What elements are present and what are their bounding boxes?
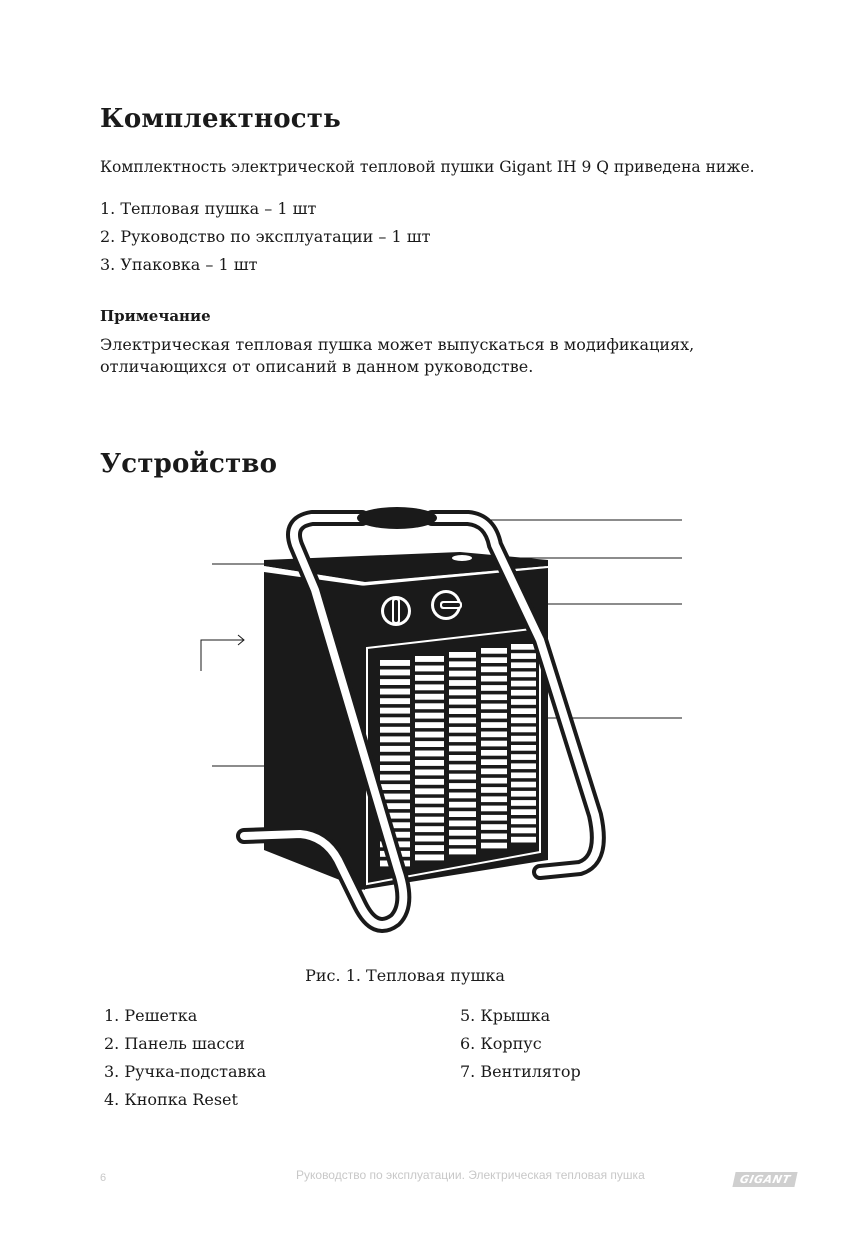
note-text <box>100 334 694 378</box>
grille-slat <box>380 756 410 762</box>
legend-left <box>104 1002 266 1114</box>
grille-slat <box>511 653 536 659</box>
list-item: 7. Вентилятор <box>460 1062 581 1081</box>
grille-slat <box>481 806 507 812</box>
grille-slat <box>415 684 444 690</box>
grille-slat <box>481 824 507 830</box>
grille-slat <box>380 727 410 733</box>
grille-slat <box>415 817 444 823</box>
list-item: 5. Крышка <box>460 1006 551 1025</box>
grille-slat <box>415 779 444 785</box>
grille-slat <box>511 690 536 696</box>
grille-slat <box>449 690 476 696</box>
grille-slat <box>449 661 476 667</box>
grille-slat <box>481 834 507 840</box>
grille-slat <box>449 727 476 733</box>
page-number: 6 <box>100 1172 107 1184</box>
grille-slat <box>415 703 444 709</box>
grille-slat <box>380 689 410 695</box>
grille-slat <box>380 670 410 676</box>
grille-slat <box>481 815 507 821</box>
grille-slat <box>415 732 444 738</box>
grille-slat <box>415 807 444 813</box>
grille-slat <box>380 679 410 685</box>
grille-slat <box>511 773 536 779</box>
handle-grip <box>357 507 437 529</box>
knob-thermostat <box>381 596 411 626</box>
grille-slat <box>511 644 536 650</box>
grille-slat <box>511 819 536 825</box>
grille-slat <box>511 754 536 760</box>
grille-slat <box>481 667 507 673</box>
figure-caption: Рис. 1. Тепловая пушка <box>305 966 505 985</box>
grille-slat <box>511 699 536 705</box>
lid-vent <box>452 555 472 561</box>
grille-slat <box>449 699 476 705</box>
grille-slat <box>415 666 444 672</box>
grille-slat <box>415 836 444 842</box>
grille-slat <box>511 708 536 714</box>
grille-slat <box>511 800 536 806</box>
grille-slat <box>511 662 536 668</box>
grille-slat <box>481 713 507 719</box>
list-item: 1. Тепловая пушка – 1 шт <box>100 199 317 218</box>
grille-slat <box>481 704 507 710</box>
grille-slat <box>449 764 476 770</box>
grille-slat <box>449 783 476 789</box>
list-item: 3. Ручка-подставка <box>104 1062 267 1081</box>
list-item: 2. Руководство по эксплуатации – 1 шт <box>100 227 431 246</box>
grille-slat <box>511 763 536 769</box>
grille-slat <box>481 648 507 654</box>
grille-slat <box>415 770 444 776</box>
note-title: Примечание <box>100 307 211 325</box>
list-item: 3. Упаковка – 1 шт <box>100 255 258 274</box>
grille-slat <box>415 722 444 728</box>
grille-slat <box>511 828 536 834</box>
grille-slat <box>380 765 410 771</box>
grille-slat <box>481 741 507 747</box>
grille-slat <box>415 751 444 757</box>
grille-slat <box>511 727 536 733</box>
grille-slat <box>415 694 444 700</box>
grille-slat <box>415 656 444 662</box>
grille-slat <box>449 652 476 658</box>
grille-slat <box>449 774 476 780</box>
grille-slat <box>481 750 507 756</box>
legend-right <box>460 1002 581 1086</box>
grille-slat <box>481 732 507 738</box>
grille-slat <box>481 694 507 700</box>
grille-slat <box>415 713 444 719</box>
grille-slat <box>481 796 507 802</box>
completeness-intro: Комплектность электрической тепловой пушки Gigant IH 9 Q приведена ниже. <box>100 158 755 176</box>
grille-slat <box>481 759 507 765</box>
grille-slat <box>415 788 444 794</box>
grille-slat <box>511 837 536 843</box>
grille-slat <box>449 839 476 845</box>
grille-slat <box>449 811 476 817</box>
grille-slat <box>415 855 444 861</box>
section-title-device: Устройство <box>100 449 278 479</box>
grille-slat <box>481 722 507 728</box>
grille-slat <box>449 793 476 799</box>
grille-slat <box>449 680 476 686</box>
grille-slat <box>380 746 410 752</box>
grille-slat <box>481 843 507 849</box>
grille-slat <box>449 802 476 808</box>
grille-slat <box>415 675 444 681</box>
grille-slat <box>415 845 444 851</box>
grille-slat <box>449 830 476 836</box>
footer-text: Руководство по эксплуатации. Электрическая тепловая пушка <box>296 1168 645 1182</box>
grille-slat <box>415 741 444 747</box>
grille-slat <box>380 775 410 781</box>
grille-slat <box>449 671 476 677</box>
list-item: 4. Кнопка Reset <box>104 1090 238 1109</box>
gigant-logo: GIGANT <box>732 1172 798 1187</box>
grille-slat <box>449 849 476 855</box>
grille-slat <box>481 685 507 691</box>
grille-slat <box>449 821 476 827</box>
note-line: отличающихся от описаний в данном руководстве. <box>100 357 534 376</box>
grille-slat <box>380 784 410 790</box>
grille-slat <box>380 717 410 723</box>
grille-slat <box>449 718 476 724</box>
list-item: 2. Панель шасси <box>104 1034 245 1053</box>
grille-slat <box>449 755 476 761</box>
grille-slat <box>511 809 536 815</box>
note-line: Электрическая тепловая пушка может выпускаться в модификациях, <box>100 335 695 354</box>
list-item: 6. Корпус <box>460 1034 542 1053</box>
grille-slat <box>415 760 444 766</box>
grille-slat <box>481 676 507 682</box>
list-item: 1. Решетка <box>104 1006 198 1025</box>
grille-slat <box>415 826 444 832</box>
heater-figure <box>0 500 867 950</box>
grille-slat <box>380 698 410 704</box>
grille-slat <box>380 736 410 742</box>
grille-slat <box>511 681 536 687</box>
grille-slat <box>449 708 476 714</box>
completeness-list <box>100 195 430 279</box>
grille-slat <box>481 657 507 663</box>
grille-slat <box>449 746 476 752</box>
grille-slat <box>380 660 410 666</box>
grille-slat <box>511 672 536 678</box>
grille-slat <box>511 791 536 797</box>
grille-slat <box>481 769 507 775</box>
grille-slat <box>511 782 536 788</box>
grille-slat <box>415 798 444 804</box>
grille-slat <box>449 736 476 742</box>
grille-slat <box>481 787 507 793</box>
grille-slat <box>511 745 536 751</box>
grille-slat <box>380 708 410 714</box>
grille-slat <box>481 778 507 784</box>
grille-slat <box>511 718 536 724</box>
section-title-completeness: Комплектность <box>100 104 341 134</box>
grille-slat <box>511 736 536 742</box>
